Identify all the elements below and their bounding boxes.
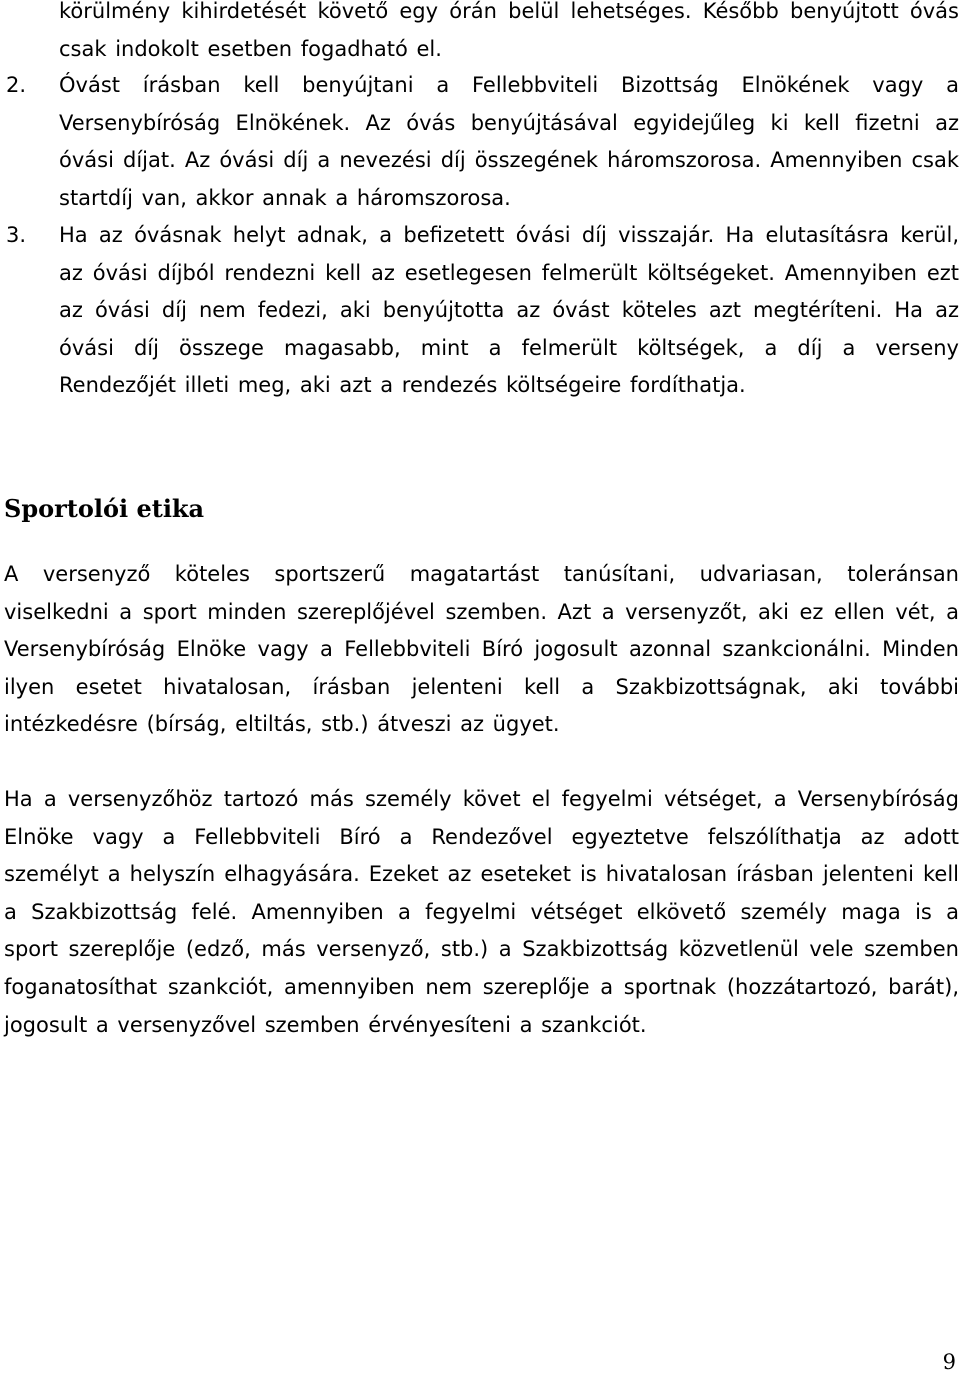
list-item-text: Ha az óvásnak helyt adnak, a befizetett óvási díj visszajár. Ha elutasításra kerül, az óvási díjból rendezni kell az esetlegesen felmerült költségeket. Amennyiben ezt az óvási díj nem fedezi, aki benyújtotta az óvást köteles azt megtéríteni. Ha az óvási díj összege magasabb, mint a felmerült költségek, a díj a verseny Rendezőjét illeti meg, aki azt a rendezés költségeire fordíthatja.	[59, 223, 959, 398]
list-item-body	[6, 217, 959, 405]
paragraph: Ha a versenyzőhöz tartozó más személy követ el fegyelmi vétséget, a Versenybíróság Elnöke vagy a Fellebbviteli Bíró a Rendezővel egyeztetve felszólíthatja az adott személyt a helyszín elhagyására. Ezeket az eseteket is hivatalosan írásban jelenteni kell a Szakbizottság felé. Amennyiben a fegyelmi vétséget elkövető személy maga is a sport szereplője (edző, más versenyző, stb.) a Szakbizottság közvetlenül vele szemben foganatosíthat szankciót, amennyiben nem szereplője a sportnak (hozzátartozó, barát), jogosult a versenyzővel szemben érvényesíteni a szankciót.	[4, 787, 959, 1037]
list-item-body	[6, 67, 959, 217]
section-heading: Sportolói etika	[4, 494, 205, 523]
list-item-number: 2.	[6, 73, 27, 97]
paragraph: A versenyző köteles sportszerű magatartást tanúsítani, udvariasan, toleránsan viselkedni a sport minden szereplőjével szemben. Azt a versenyzőt, aki ez ellen vét, a Versenybíróság Elnöke vagy a Fellebbviteli Bíró jogosult azonnal szankcionálni. Minden ilyen esetet hivatalosan, írásban jelenteni kell a Szakbizottságnak, aki további intézkedésre (bírság, eltiltás, stb.) átveszi az ügyet.	[4, 562, 959, 737]
list-item-number: 3.	[6, 223, 27, 247]
list-item-2	[6, 67, 959, 217]
list-item-text: Óvást írásban kell benyújtani a Fellebbviteli Bizottság Elnökének vagy a Versenybíróság Elnökének. Az óvás benyújtásával egyidejűleg ki kell fizetni az óvási díjat. Az óvási díj a nevezési díj összegének háromszorosa. Amennyiben csak startdíj van, akkor annak a háromszorosa.	[59, 73, 959, 210]
page-number: 9	[942, 1350, 956, 1374]
list-item-3	[6, 217, 959, 405]
list-item-continued	[59, 0, 959, 68]
list-item-text: körülmény kihirdetését követő egy órán belül lehetséges. Később benyújtott óvás csak indokolt esetben fogadható el.	[59, 0, 959, 61]
